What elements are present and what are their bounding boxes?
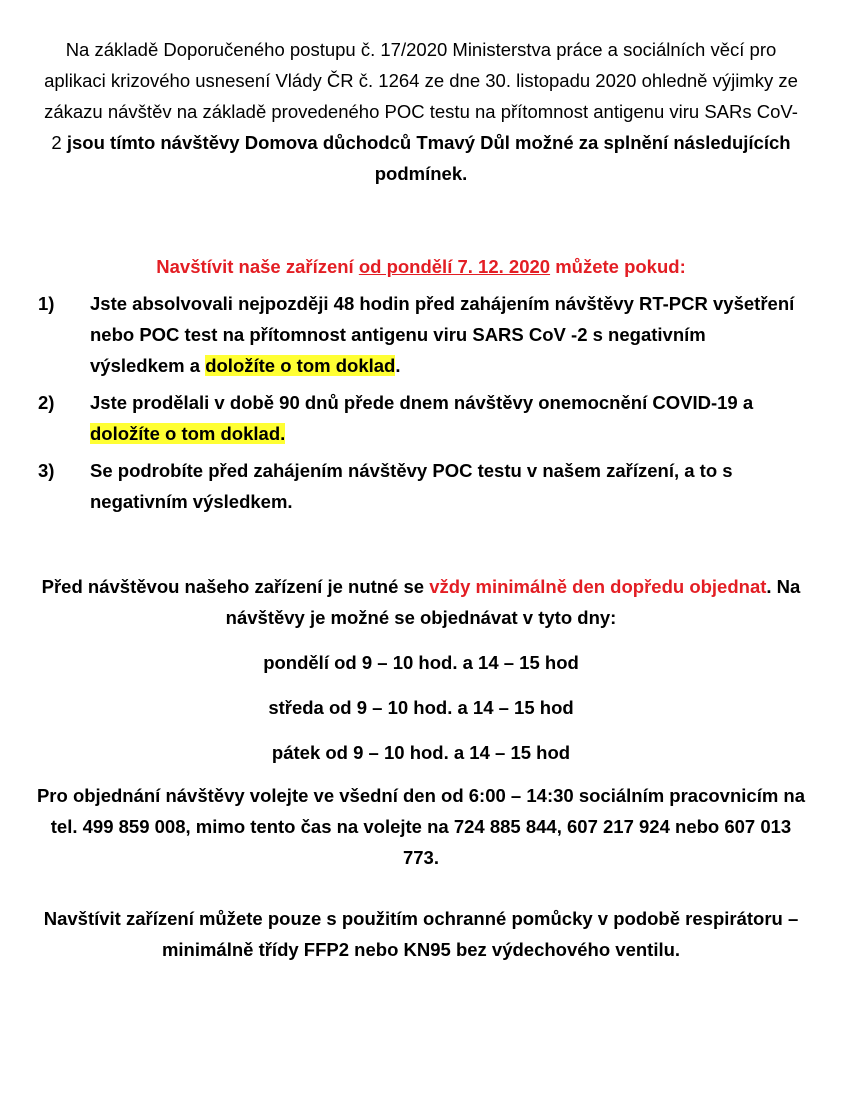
conditions-heading-after: můžete pokud: <box>550 256 686 277</box>
intro-text: Na základě Doporučeného postupu č. 17/2020 Ministerstva práce a sociálních věcí pro aplikaci krizového usnesení Vlády ČR č. 1264 ze dne 30. listopadu 2020 ohledně výjimky ze zákazu návštěv na základě provedeného POC testu na přítomnost antigenu viru SARs CoV-2 <box>44 39 798 153</box>
booking-red-text: vždy minimálně den dopředu objednat <box>429 576 767 597</box>
condition-text <box>90 387 802 449</box>
condition-item <box>38 455 842 517</box>
booking-text-before: Před návštěvou našeho zařízení je nutné se <box>41 576 430 597</box>
visiting-day-friday: pátek od 9 – 10 hod. a 14 – 15 hod <box>271 742 571 763</box>
condition-text-main: Jste prodělali v době 90 dnů přede dnem návštěvy onemocnění COVID-19 a <box>90 392 754 413</box>
condition-item <box>38 387 842 449</box>
condition-number: 2) <box>38 392 55 413</box>
phone-paragraph: Pro objednání návštěvy volejte ve všední den od 6:00 – 14:30 sociálním pracovnicím na tel. 499 859 008, mimo tento čas na volejte na 724 885 844, 607 217 924 nebo 607 013 773. <box>36 785 806 868</box>
conditions-heading <box>0 251 842 282</box>
respirator-paragraph: Navštívit zařízení můžete pouze s použitím ochranné pomůcky v podobě respirátoru – minimálně třídy FFP2 nebo KN95 bez výdechového ventilu. <box>43 908 799 960</box>
condition-number: 1) <box>38 293 55 314</box>
condition-text-after: . <box>395 355 401 376</box>
booking-paragraph <box>41 571 801 633</box>
conditions-heading-date: od pondělí 7. 12. 2020 <box>358 256 551 277</box>
conditions-list <box>0 288 842 517</box>
condition-text-main: Jste absolvovali nejpozději 48 hodin před zahájením návštěvy RT-PCR vyšetření nebo POC test na přítomnost antigenu viru SARS CoV -2 s negativním výsledkem a <box>90 293 795 376</box>
visiting-day-wednesday: středa od 9 – 10 hod. a 14 – 15 hod <box>268 697 574 718</box>
booking-text-after: . Na návštěvy je možné se objednávat v tyto dny: <box>225 576 801 628</box>
condition-text: Se podrobíte před zahájením návštěvy POC testu v našem zařízení, a to s negativním výsledkem. <box>90 460 733 512</box>
visiting-day-monday: pondělí od 9 – 10 hod. a 14 – 15 hod <box>263 652 579 673</box>
intro-paragraph <box>41 34 801 189</box>
condition-highlight: doložíte o tom doklad <box>205 355 396 376</box>
condition-highlight: doložíte o tom doklad. <box>90 423 286 444</box>
intro-bold-text: jsou tímto návštěvy Domova důchodců Tmavý Důl možné za splnění následujících podmínek. <box>66 132 791 184</box>
condition-item <box>38 288 842 381</box>
condition-number: 3) <box>38 460 55 481</box>
condition-text <box>90 288 802 381</box>
conditions-heading-before: Navštívit naše zařízení <box>156 256 359 277</box>
